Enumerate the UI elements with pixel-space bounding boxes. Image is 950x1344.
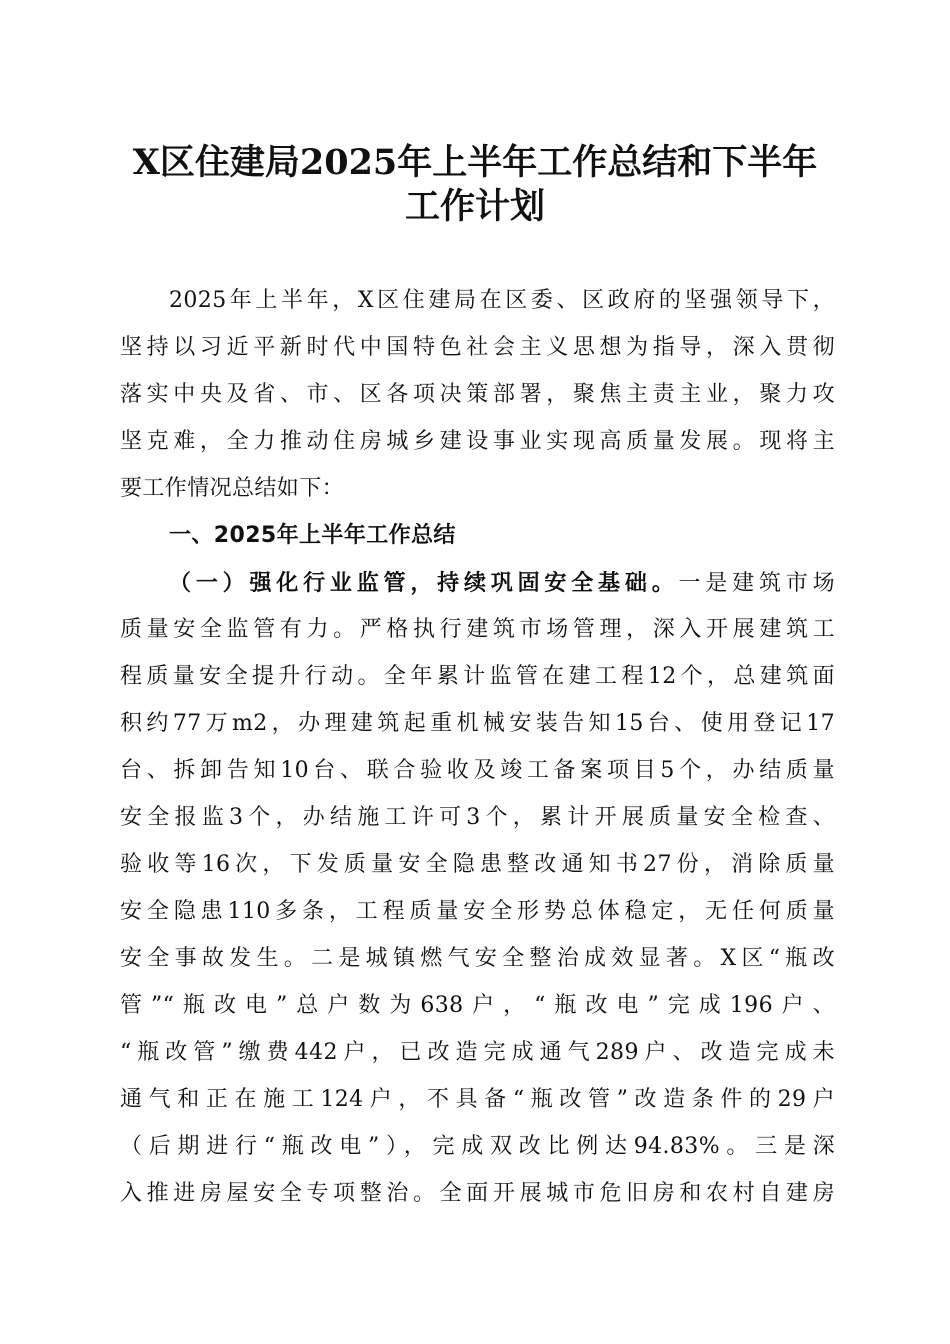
body-line: 安全隐患110多条，工程质量安全形势总体稳定，无任何质量: [120, 899, 835, 924]
subsection-first-line-rest: 一是建筑市场: [678, 571, 835, 596]
body-line: 入推进房屋安全专项整治。全面开展城市危旧房和农村自建房: [120, 1181, 835, 1206]
body-line: 质量安全监管有力。严格执行建筑市场管理，深入开展建筑工: [120, 617, 835, 642]
subsection-heading-1: （一）强化行业监管，持续巩固安全基础。: [169, 570, 679, 596]
body-line: “瓶改管”缴费442户，已改造完成通气289户、改造完成未: [120, 1040, 835, 1065]
document-body: [120, 286, 835, 1226]
body-line: 安全报监3个，办结施工许可3个，累计开展质量安全检查、: [120, 805, 835, 830]
body-line: 程质量安全提升行动。全年累计监管在建工程12个，总建筑面: [120, 664, 835, 689]
intro-line-5: 要工作情况总结如下：: [120, 476, 345, 501]
body-line: 积约77万m2，办理建筑起重机械安装告知15台、使用登记17: [120, 711, 835, 736]
intro-line-2: 坚持以习近平新时代中国特色社会主义思想为指导，深入贯彻: [120, 335, 835, 360]
document-title-line-1: X区住建局2025年上半年工作总结和下半年: [132, 142, 818, 183]
intro-line-4: 坚克难，全力推动住房城乡建设事业实现高质量发展。现将主: [120, 429, 835, 454]
intro-line-3: 落实中央及省、市、区各项决策部署，聚焦主责主业，聚力攻: [120, 382, 835, 407]
body-line: 管”“瓶改电”总户数为638户，“瓶改电”完成196户、: [120, 993, 835, 1018]
intro-line-1: 2025年上半年，X区住建局在区委、区政府的坚强领导下，: [169, 288, 835, 313]
body-line: 台、拆卸告知10台、联合验收及竣工备案项目5个，办结质量: [120, 758, 835, 783]
document-title-line-2: 工作计划: [404, 186, 545, 227]
section-heading-1: 一、2025年上半年工作总结: [169, 523, 456, 548]
body-line: 验收等16次，下发质量安全隐患整改通知书27份，消除质量: [120, 852, 835, 877]
body-line: （后期进行“瓶改电”），完成双改比例达94.83%。三是深: [120, 1134, 835, 1159]
body-line: 安全事故发生。二是城镇燃气安全整治成效显著。X区“瓶改: [120, 946, 835, 971]
body-line: 通气和正在施工124户，不具备“瓶改管”改造条件的29户: [120, 1087, 835, 1112]
subsection-first-line: [120, 568, 835, 615]
